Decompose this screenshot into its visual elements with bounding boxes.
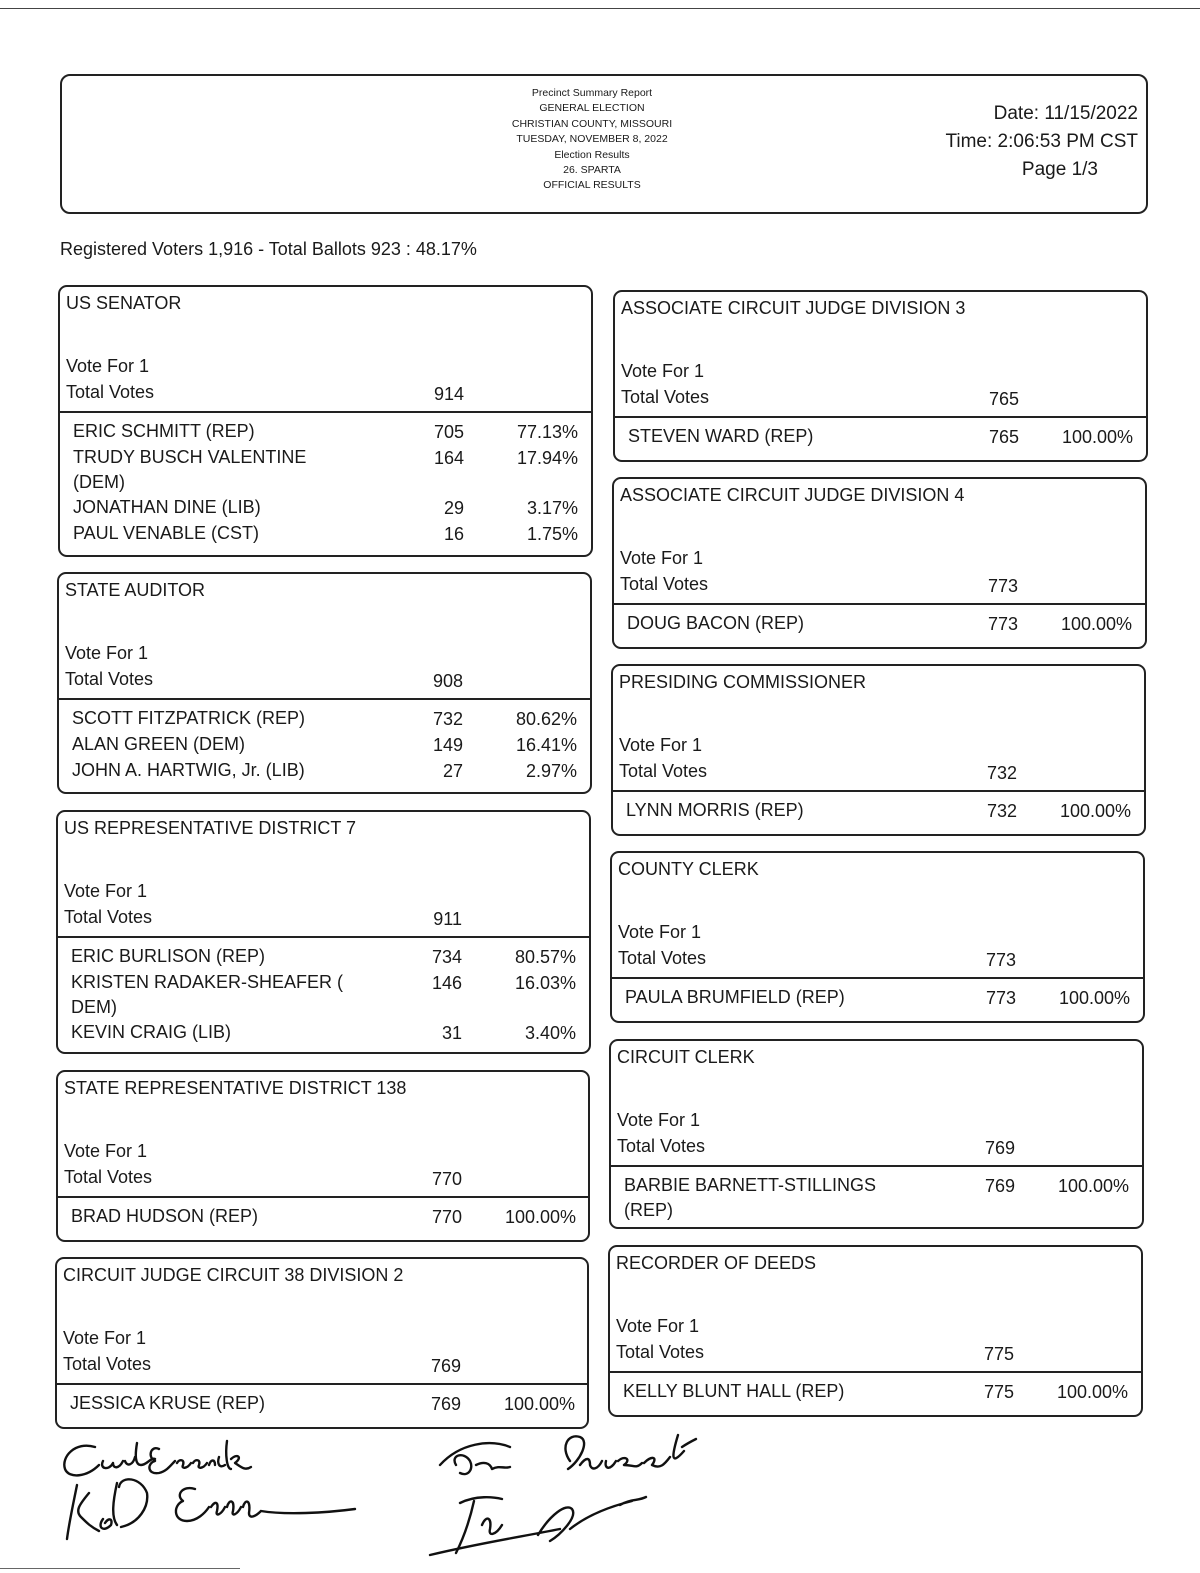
vote-for-label: Vote For 1 xyxy=(619,735,703,755)
candidate-name: ERIC BURLISON (REP) xyxy=(71,946,266,966)
scan-edge-bottom xyxy=(0,1568,240,1569)
divider xyxy=(58,1196,588,1198)
candidate-percent: 3.40% xyxy=(524,1023,576,1043)
report-date: Date: 11/15/2022 xyxy=(993,103,1138,124)
divider xyxy=(57,1383,587,1385)
vote-for-label: Vote For 1 xyxy=(620,548,704,568)
heading-line: 26. SPARTA xyxy=(563,164,621,177)
total-votes-value: 914 xyxy=(433,384,464,404)
report-header xyxy=(60,74,1148,214)
total-votes-value: 775 xyxy=(983,1344,1014,1364)
race-title: STATE REPRESENTATIVE DISTRICT 138 xyxy=(64,1078,407,1098)
race-title: CIRCUIT JUDGE CIRCUIT 38 DIVISION 2 xyxy=(63,1265,404,1285)
registration-summary: Registered Voters 1,916 - Total Ballots 923 : 48.17% xyxy=(60,239,477,259)
race-assoc-circuit-judge-4 xyxy=(612,477,1147,649)
scan-edge-top xyxy=(0,8,1200,9)
candidate-percent: 3.17% xyxy=(526,498,578,518)
candidate-votes: 769 xyxy=(984,1176,1015,1196)
race-circuit-clerk xyxy=(609,1039,1144,1229)
candidate-votes: 734 xyxy=(431,947,462,967)
report-time: Time: 2:06:53 PM CST xyxy=(945,131,1138,152)
candidate-name: KEVIN CRAIG (LIB) xyxy=(71,1022,232,1042)
candidate-percent: 80.62% xyxy=(515,709,577,729)
candidate-name: LYNN MORRIS (REP) xyxy=(626,800,804,820)
total-votes-label: Total Votes xyxy=(65,669,154,689)
report-heading xyxy=(442,86,742,194)
divider xyxy=(615,416,1146,418)
page-number: Page 1/3 xyxy=(1021,159,1098,180)
divider xyxy=(610,1371,1141,1373)
race-title: ASSOCIATE CIRCUIT JUDGE DIVISION 3 xyxy=(621,298,966,318)
candidate-name: ALAN GREEN (DEM) xyxy=(72,734,246,754)
candidate-name: JONATHAN DINE (LIB) xyxy=(73,497,261,517)
vote-for-label: Vote For 1 xyxy=(616,1316,700,1336)
candidate-name: TRUDY BUSCH VALENTINE (DEM) xyxy=(73,447,307,492)
candidate-votes: 164 xyxy=(433,448,464,468)
race-assoc-circuit-judge-3 xyxy=(613,290,1148,462)
race-us-senator xyxy=(58,285,593,557)
total-votes-value: 765 xyxy=(988,389,1019,409)
total-votes-value: 773 xyxy=(985,950,1016,970)
candidate-votes: 765 xyxy=(988,427,1019,447)
total-votes-value: 770 xyxy=(431,1169,462,1189)
candidate-percent: 100.00% xyxy=(1059,801,1131,821)
candidate-name: STEVEN WARD (REP) xyxy=(628,426,814,446)
total-votes-label: Total Votes xyxy=(616,1342,705,1362)
race-recorder-of-deeds xyxy=(608,1245,1143,1417)
total-votes-value: 732 xyxy=(986,763,1017,783)
report-meta xyxy=(945,100,1138,184)
race-state-auditor xyxy=(57,572,592,794)
candidate-percent: 100.00% xyxy=(1056,1382,1128,1402)
total-votes-label: Total Votes xyxy=(619,761,708,781)
candidate-votes: 31 xyxy=(441,1023,462,1043)
candidate-name: JESSICA KRUSE (REP) xyxy=(70,1393,266,1413)
candidate-percent: 100.00% xyxy=(1060,614,1132,634)
vote-for-label: Vote For 1 xyxy=(65,643,149,663)
candidate-percent: 100.00% xyxy=(1058,988,1130,1008)
candidate-percent: 100.00% xyxy=(1057,1176,1129,1196)
candidate-votes: 705 xyxy=(433,422,464,442)
divider xyxy=(59,698,590,700)
total-votes-label: Total Votes xyxy=(617,1136,706,1156)
candidate-percent: 100.00% xyxy=(504,1207,576,1227)
candidate-percent: 16.03% xyxy=(514,973,576,993)
candidate-votes: 773 xyxy=(985,988,1016,1008)
divider xyxy=(612,977,1143,979)
vote-for-label: Vote For 1 xyxy=(621,361,705,381)
candidate-votes: 775 xyxy=(983,1382,1014,1402)
candidate-votes: 770 xyxy=(431,1207,462,1227)
heading-line: OFFICIAL RESULTS xyxy=(543,179,641,192)
race-title: PRESIDING COMMISSIONER xyxy=(619,672,867,692)
divider xyxy=(614,603,1145,605)
heading-line: Precinct Summary Report xyxy=(531,87,653,99)
heading-line: TUESDAY, NOVEMBER 8, 2022 xyxy=(516,133,668,146)
race-us-representative-7 xyxy=(56,810,591,1054)
candidate-votes: 769 xyxy=(430,1394,461,1414)
divider xyxy=(611,1165,1142,1167)
race-title: CIRCUIT CLERK xyxy=(617,1047,755,1067)
total-votes-label: Total Votes xyxy=(66,382,155,402)
total-votes-value: 911 xyxy=(433,909,462,929)
candidate-name: PAULA BRUMFIELD (REP) xyxy=(625,987,845,1007)
candidate-name: SCOTT FITZPATRICK (REP) xyxy=(72,708,305,728)
total-votes-value: 908 xyxy=(432,671,463,691)
total-votes-label: Total Votes xyxy=(64,1167,153,1187)
race-state-representative-138 xyxy=(56,1070,590,1242)
candidate-percent: 2.97% xyxy=(525,761,577,781)
vote-for-label: Vote For 1 xyxy=(64,1141,148,1161)
candidate-votes: 29 xyxy=(443,498,464,518)
candidate-votes: 732 xyxy=(432,709,463,729)
vote-for-label: Vote For 1 xyxy=(618,922,702,942)
race-title: STATE AUDITOR xyxy=(65,580,206,600)
heading-line: GENERAL ELECTION xyxy=(539,102,645,115)
vote-for-label: Vote For 1 xyxy=(63,1328,147,1348)
candidate-name: JOHN A. HARTWIG, Jr. (LIB) xyxy=(72,760,305,780)
candidate-votes: 732 xyxy=(986,801,1017,821)
heading-line: CHRISTIAN COUNTY, MISSOURI xyxy=(511,117,673,130)
candidate-percent: 80.57% xyxy=(514,947,576,967)
candidate-name: ERIC SCHMITT (REP) xyxy=(73,421,255,441)
total-votes-label: Total Votes xyxy=(621,387,710,407)
candidate-name: DOUG BACON (REP) xyxy=(627,613,805,633)
candidate-name: KRISTEN RADAKER-SHEAFER ( DEM) xyxy=(71,972,344,1017)
race-presiding-commissioner xyxy=(611,664,1146,836)
race-county-clerk xyxy=(610,851,1145,1023)
total-votes-label: Total Votes xyxy=(64,907,153,927)
candidate-name: KELLY BLUNT HALL (REP) xyxy=(623,1381,845,1401)
candidate-percent: 100.00% xyxy=(1061,427,1133,447)
total-votes-value: 769 xyxy=(430,1356,461,1376)
race-circuit-judge-38-2 xyxy=(55,1257,589,1429)
candidate-votes: 146 xyxy=(431,973,462,993)
candidate-percent: 1.75% xyxy=(526,524,578,544)
total-votes-value: 773 xyxy=(987,576,1018,596)
candidate-percent: 17.94% xyxy=(516,448,578,468)
candidate-name: BARBIE BARNETT-STILLINGS (REP) xyxy=(624,1175,877,1220)
race-title: ASSOCIATE CIRCUIT JUDGE DIVISION 4 xyxy=(620,485,965,505)
race-title: US SENATOR xyxy=(66,293,182,313)
candidate-name: BRAD HUDSON (REP) xyxy=(71,1206,259,1226)
vote-for-label: Vote For 1 xyxy=(617,1110,701,1130)
race-title: RECORDER OF DEEDS xyxy=(616,1253,817,1273)
signature-left xyxy=(55,1435,385,1555)
divider xyxy=(613,790,1144,792)
candidate-name: PAUL VENABLE (CST) xyxy=(73,523,260,543)
candidate-percent: 77.13% xyxy=(516,422,578,442)
vote-for-label: Vote For 1 xyxy=(66,356,150,376)
divider xyxy=(58,936,589,938)
candidate-votes: 773 xyxy=(987,614,1018,634)
candidate-votes: 16 xyxy=(443,524,464,544)
total-votes-label: Total Votes xyxy=(620,574,709,594)
total-votes-value: 769 xyxy=(984,1138,1015,1158)
total-votes-label: Total Votes xyxy=(618,948,707,968)
candidate-votes: 27 xyxy=(442,761,463,781)
heading-line: Election Results xyxy=(554,148,630,161)
divider xyxy=(60,411,591,413)
candidate-percent: 16.41% xyxy=(515,735,577,755)
total-votes-label: Total Votes xyxy=(63,1354,152,1374)
vote-for-label: Vote For 1 xyxy=(64,881,148,901)
race-title: COUNTY CLERK xyxy=(618,859,759,879)
candidate-percent: 100.00% xyxy=(503,1394,575,1414)
signature-right xyxy=(420,1425,710,1565)
candidate-votes: 149 xyxy=(432,735,463,755)
race-title: US REPRESENTATIVE DISTRICT 7 xyxy=(64,818,357,838)
